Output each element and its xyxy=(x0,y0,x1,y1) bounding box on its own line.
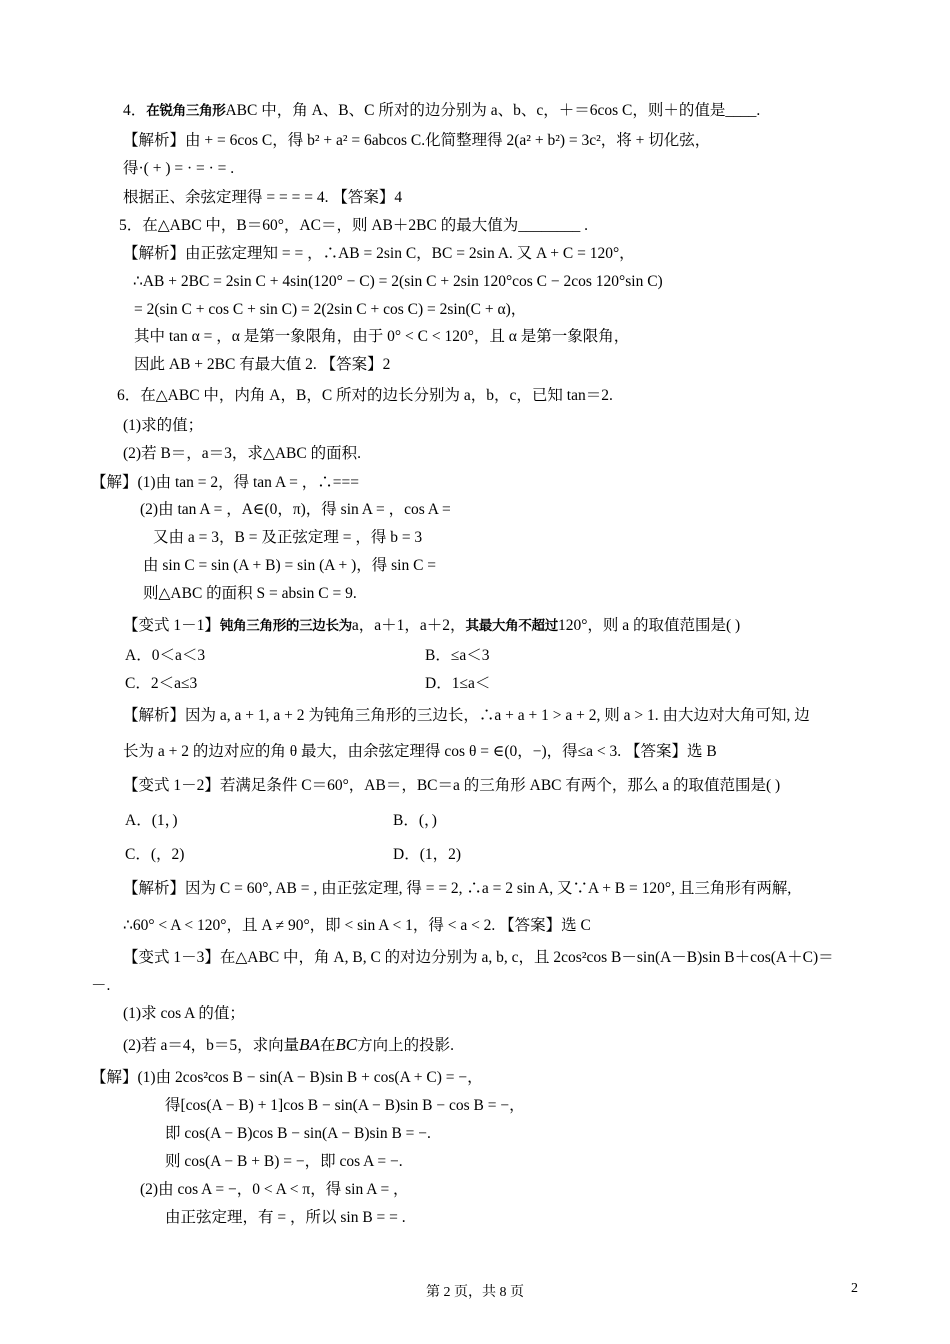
variant-1-3-part-1: (1)求 cos A 的值； xyxy=(123,1005,245,1022)
vector-ba: BA xyxy=(299,1035,320,1054)
solution-6-line-3: 又由 a = 3，B = 及正弦定理 = ，得 b = 3 xyxy=(153,529,423,546)
vector-bc: BC xyxy=(335,1035,358,1054)
solution-1-3-line-2: 得[cos(A − B) + 1]cos B − sin(A − B)sin B − cos B = −， xyxy=(165,1097,525,1114)
solution-1-1-line-1: 【解析】因为 a, a + 1, a + 2 为钝角三角形的三边长，∴a + a + 1 > a + 2, 则 a > 1. 由大边对大角可知, 边 xyxy=(123,707,810,724)
variant-1-1-line: 【变式 1－1】钝角三角形的三边长为a，a＋1，a＋2，其最大角不超过120°，则 a 的取值范围是( ) xyxy=(123,617,741,634)
solution-4-line-2: 得·( + ) = · = · = . xyxy=(123,160,235,177)
option-d: D．1≤a＜ xyxy=(425,675,491,692)
solution-6-line-5: 则△ABC 的面积 S = absin C = 9. xyxy=(143,585,357,602)
option-b: B．(，) xyxy=(393,812,437,829)
option-a: A．(1，) xyxy=(125,812,178,829)
solution-1-2-line-2: ∴60° < A < 120°，且 A ≠ 90°，即 < sin A < 1，得 < a < 2. 【答案】选 C xyxy=(123,917,591,934)
solution-5-line-2: ∴AB + 2BC = 2sin C + 4sin(120° − C) = 2(sin C + 2sin 120°cos C − 2cos 120°sin C) xyxy=(133,273,663,290)
solution-6-line-2: (2)由 tan A = ，A∈(0，π)，得 sin A = ，cos A = xyxy=(140,501,451,518)
solution-4-line-1: 【解析】由 + = 6cos C，得 b² + a² = 6abcos C.化简整理得 2(a² + b²) = 3c²，将 + 切化弦， xyxy=(123,132,711,149)
option-c: C．2＜a≤3 xyxy=(125,675,198,692)
solution-1-3-line-3: 即 cos(A − B)cos B − sin(A − B)sin B = −. xyxy=(165,1125,431,1142)
problem-4-line: 4．在锐角三角形ABC 中，角 A、B、C 所对的边分别为 a、b、c，＋＝6cos C，则＋的值是____. xyxy=(123,102,761,119)
option-d: D．(1，2) xyxy=(393,846,462,863)
option-b: B．≤a＜3 xyxy=(425,647,490,664)
variant-1-2-line: 【变式 1－2】若满足条件 C＝60°，AB＝，BC＝a 的三角形 ABC 有两个，那么 a 的取值范围是( ) xyxy=(123,777,781,794)
variant-1-3-line-cont: －. xyxy=(91,977,111,994)
solution-1-3-line-6: 由正弦定理，有 = ，所以 sin B = = . xyxy=(165,1209,406,1226)
solution-5-line-1: 【解析】由正弦定理知 = = ，∴AB = 2sin C，BC = 2sin A. 又 A + C = 120°， xyxy=(123,245,635,262)
problem-6-part-1: (1)求的值； xyxy=(123,417,204,434)
solution-1-2-line-1: 【解析】因为 C = 60°, AB = , 由正弦定理, 得 = = 2, ∴a = 2 sin A, 又∵A + B = 120°, 且三角形有两解, xyxy=(123,880,792,897)
problem-6-part-2: (2)若 B＝，a＝3，求△ABC 的面积. xyxy=(123,445,361,462)
solution-1-3-line-1: 【解】(1)由 2cos²cos B − sin(A − B)sin B + cos(A + C) = −， xyxy=(91,1069,483,1086)
solution-5-line-4: 其中 tan α = ，α 是第一象限角，由于 0° < C < 120°，且 α 是第一象限角， xyxy=(134,328,630,345)
solution-6-line-1: 【解】(1)由 tan = 2，得 tan A = ，∴=== xyxy=(91,474,360,491)
problem-5-line: 5．在△ABC 中，B＝60°，AC＝，则 AB＋2BC 的最大值为________ . xyxy=(119,217,588,234)
solution-4-line-3: 根据正、余弦定理得 = = = = 4. 【答案】4 xyxy=(123,189,403,206)
page-number: 2 xyxy=(851,1281,858,1296)
solution-5-line-5: 因此 AB + 2BC 有最大值 2. 【答案】2 xyxy=(134,356,391,373)
page-footer: 第 2 页，共 8 页 xyxy=(426,1285,524,1300)
problem-6-line: 6．在△ABC 中，内角 A，B，C 所对的边长分别为 a，b，c，已知 tan＝2. xyxy=(117,387,613,404)
option-c: C．(，2) xyxy=(125,846,185,863)
solution-1-3-line-5: (2)由 cos A = −，0 < A < π，得 sin A = ， xyxy=(140,1181,409,1198)
solution-1-1-line-2: 长为 a + 2 的边对应的角 θ 最大，由余弦定理得 cos θ = ∈(0，−)，得≤a < 3. 【答案】选 B xyxy=(123,743,717,760)
solution-6-line-4: 由 sin C = sin (A + B) = sin (A + )，得 sin C = xyxy=(143,557,437,574)
variant-1-3-part-2: (2)若 a＝4，b＝5，求向量BA在BC方向上的投影. xyxy=(123,1035,455,1054)
option-a: A．0＜a＜3 xyxy=(125,647,206,664)
solution-1-3-line-4: 则 cos(A − B + B) = −，即 cos A = −. xyxy=(165,1153,403,1170)
solution-5-line-3: = 2(sin C + cos C + sin C) = 2(2sin C + cos C) = 2sin(C + α)， xyxy=(134,301,527,318)
variant-1-3-line: 【变式 1－3】在△ABC 中，角 A, B, C 的对边分别为 a, b, c，且 2cos²cos B－sin(A－B)sin B＋cos(A＋C)＝ xyxy=(123,949,834,966)
